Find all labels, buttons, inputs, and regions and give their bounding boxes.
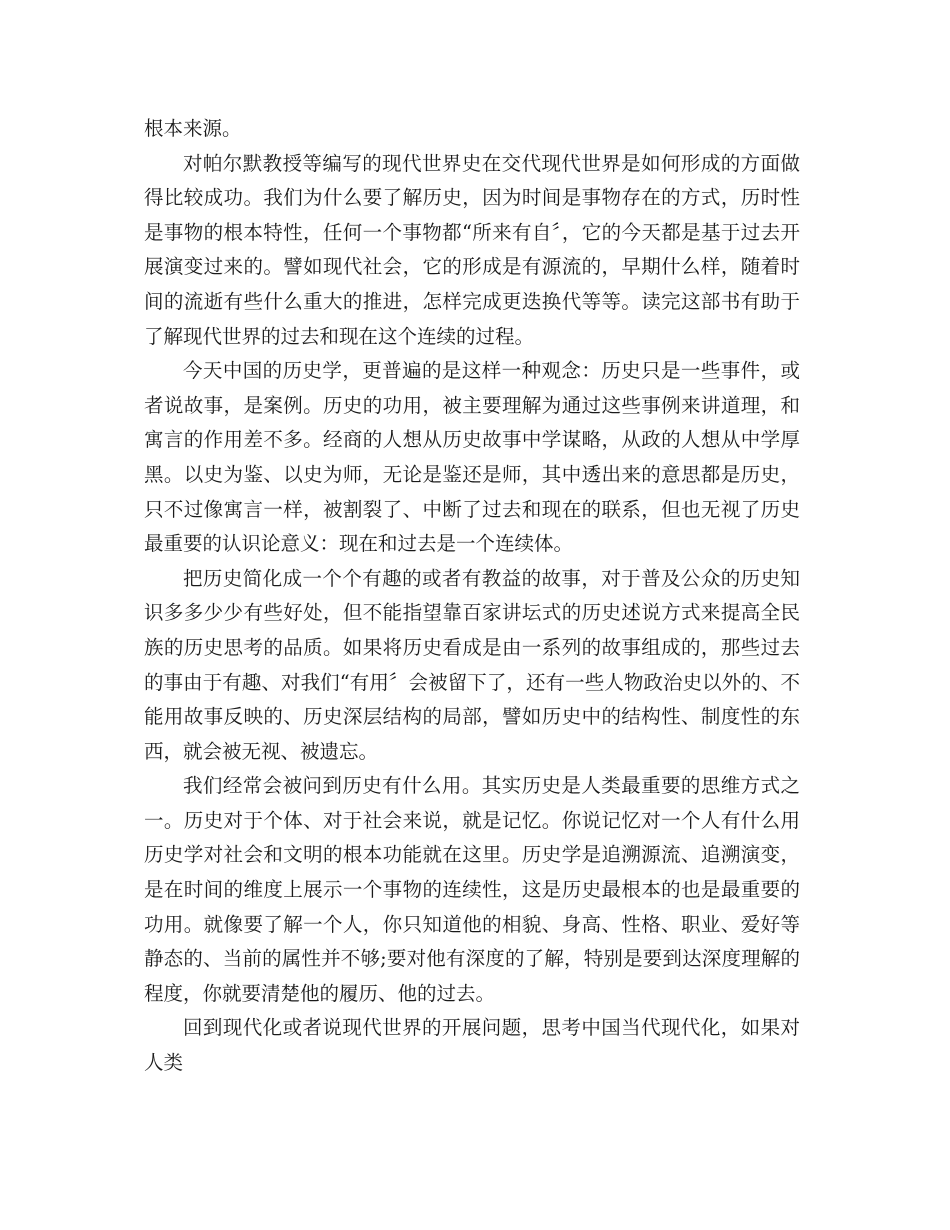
paragraph-5: 我们经常会被问到历史有什么用。其实历史是人类最重要的思维方式之一。历史对于个体、对于社会来说，就是记忆。你说记忆对一个人有什么用历史学对社会和文明的根本功能就在这里。历史学是追溯源流、追溯演变，是在时间的维度上展示一个事物的连续性，这是历史最根本的也是最重要的功用。就像要了解一个人，你只知道他的相貌、身高、性格、职业、爱好等静态的、当前的属性并不够;要对他有深度的了解，特别是要到达深度理解的程度，你就要清楚他的履历、他的过去。 bbox=[144, 774, 800, 1005]
paragraph-6: 回到现代化或者说现代世界的开展问题，思考中国当代现代化，如果对人类 bbox=[144, 1016, 800, 1075]
paragraph-2: 对帕尔默教授等编写的现代世界史在交代现代世界是如何形成的方面做得比较成功。我们为什么要了解历史，因为时间是事物存在的方式，历时性是事物的根本特性，任何一个事物都“所来有自〞，它的今天都是基于过去开展演变过来的。譬如现代社会，它的形成是有源流的，早期什么样，随着时间的流逝有些什么重大的推进，怎样完成更迭换代等等。读完这部书有助于了解现代世界的过去和现在这个连续的过程。 bbox=[144, 151, 800, 348]
paragraph-4: 把历史简化成一个个有趣的或者有教益的故事，对于普及公众的历史知识多多少少有些好处，但不能指望靠百家讲坛式的历史述说方式来提高全民族的历史思考的品质。如果将历史看成是由一系列的故事组成的，那些过去的事由于有趣、对我们“有用〞会被留下了，还有一些人物政治史以外的、不能用故事反映的、历史深层结构的局部，譬如历史中的结构性、制度性的东西，就会被无视、被遗忘。 bbox=[144, 566, 800, 763]
document-body bbox=[144, 112, 800, 1081]
paragraph-1: 根本来源。 bbox=[144, 117, 242, 140]
paragraph-3: 今天中国的历史学，更普遍的是这样一种观念：历史只是一些事件，或者说故事，是案例。历史的功用，被主要理解为通过这些事例来讲道理，和寓言的作用差不多。经商的人想从历史故事中学谋略，从政的人想从中学厚黑。以史为鉴、以史为师，无论是鉴还是师，其中透出来的意思都是历史，只不过像寓言一样，被割裂了、中断了过去和现在的联系，但也无视了历史最重要的认识论意义：现在和过去是一个连续体。 bbox=[144, 359, 800, 556]
